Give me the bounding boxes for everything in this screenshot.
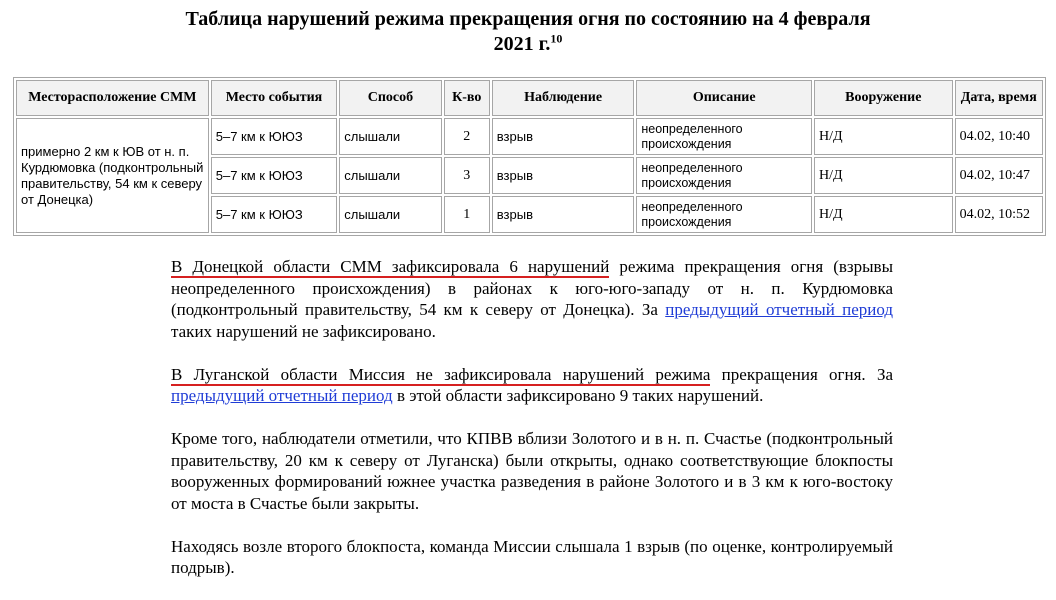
table-header-row xyxy=(16,80,1043,116)
event-place-cell: 5–7 км к ЮЮЗ xyxy=(211,196,337,233)
paragraph-text: прекращения огня. За xyxy=(710,364,893,384)
paragraph-checkpoints: Кроме того, наблюдатели отметили, что КПВВ вблизи Золотого и в н. п. Счастье (подконтрольный правительству, 20 км к северу от Луганска) были открыты, однако соответствующие блокпосты вооруженных формирований южнее участка разведения в районе Золотого и в 3 км к юго-востоку от моста в Счастье были закрыты. xyxy=(171,429,893,513)
paragraph-text: в этой области зафиксировано 9 таких нарушений. xyxy=(392,386,764,405)
header-weapon: Вооружение xyxy=(814,80,953,116)
paragraph-explosion: Находясь возле второго блокпоста, команда Миссии слышала 1 взрыв (по оценке, контролируемый подрыв). xyxy=(171,536,893,577)
datetime-cell: 04.02, 10:47 xyxy=(955,157,1043,194)
previous-period-link[interactable]: предыдущий отчетный период xyxy=(665,300,893,319)
paragraph-donetsk xyxy=(171,256,893,342)
title-line-1: Таблица нарушений режима прекращения огня по состоянию на 4 февраля xyxy=(185,8,871,30)
count-cell: 2 xyxy=(444,118,490,155)
method-cell: слышали xyxy=(339,196,441,233)
description-cell: неопределенного происхождения xyxy=(636,196,812,233)
method-cell: слышали xyxy=(339,118,441,155)
violations-table xyxy=(13,77,1046,236)
method-cell: слышали xyxy=(339,157,441,194)
title-line-2: 2021 г. xyxy=(493,33,551,55)
count-cell: 3 xyxy=(444,157,490,194)
observation-cell: взрыв xyxy=(492,196,635,233)
event-place-cell: 5–7 км к ЮЮЗ xyxy=(211,118,337,155)
datetime-cell: 04.02, 10:40 xyxy=(955,118,1043,155)
table-row xyxy=(16,118,1043,155)
weapon-cell: Н/Д xyxy=(814,196,953,233)
footnote-ref[interactable]: 10 xyxy=(550,31,563,46)
smm-location-cell: примерно 2 км к ЮВ от н. п. Курдюмовка (подконтрольный правительству, 54 км к северу от Донецка) xyxy=(16,118,209,233)
count-cell: 1 xyxy=(444,196,490,233)
highlight-donetsk: В Донецкой области СММ зафиксировала 6 нарушений xyxy=(171,257,610,276)
description-cell: неопределенного происхождения xyxy=(636,157,812,194)
paragraph-text: режима прекращения огня (взрывы неопределенного происхождения) в районах к юго-юго-западу от н. п. Курдюмовка (подконтрольный правительству, 54 км к северу от Донецка). За xyxy=(171,257,893,319)
description-cell: неопределенного происхождения xyxy=(636,118,812,155)
datetime-cell: 04.02, 10:52 xyxy=(955,196,1043,233)
header-observation: Наблюдение xyxy=(492,80,635,116)
header-method: Способ xyxy=(339,80,441,116)
observation-cell: взрыв xyxy=(492,118,635,155)
event-place-cell: 5–7 км к ЮЮЗ xyxy=(211,157,337,194)
weapon-cell: Н/Д xyxy=(814,118,953,155)
highlight-luhansk: В Луганской области Миссия не зафиксировала нарушений режима xyxy=(171,364,711,384)
observation-cell: взрыв xyxy=(492,157,635,194)
header-description: Описание xyxy=(636,80,812,116)
previous-period-link[interactable]: предыдущий отчетный период xyxy=(171,386,393,405)
header-event-place: Место события xyxy=(211,80,337,116)
header-smm-location: Месторасположение СММ xyxy=(16,80,209,116)
header-datetime: Дата, время xyxy=(955,80,1043,116)
header-count: К-во xyxy=(444,80,490,116)
report-body xyxy=(171,256,893,600)
paragraph-luhansk xyxy=(171,364,893,407)
page-title xyxy=(0,7,1056,57)
weapon-cell: Н/Д xyxy=(814,157,953,194)
paragraph-text: таких нарушений не зафиксировано. xyxy=(171,321,436,341)
